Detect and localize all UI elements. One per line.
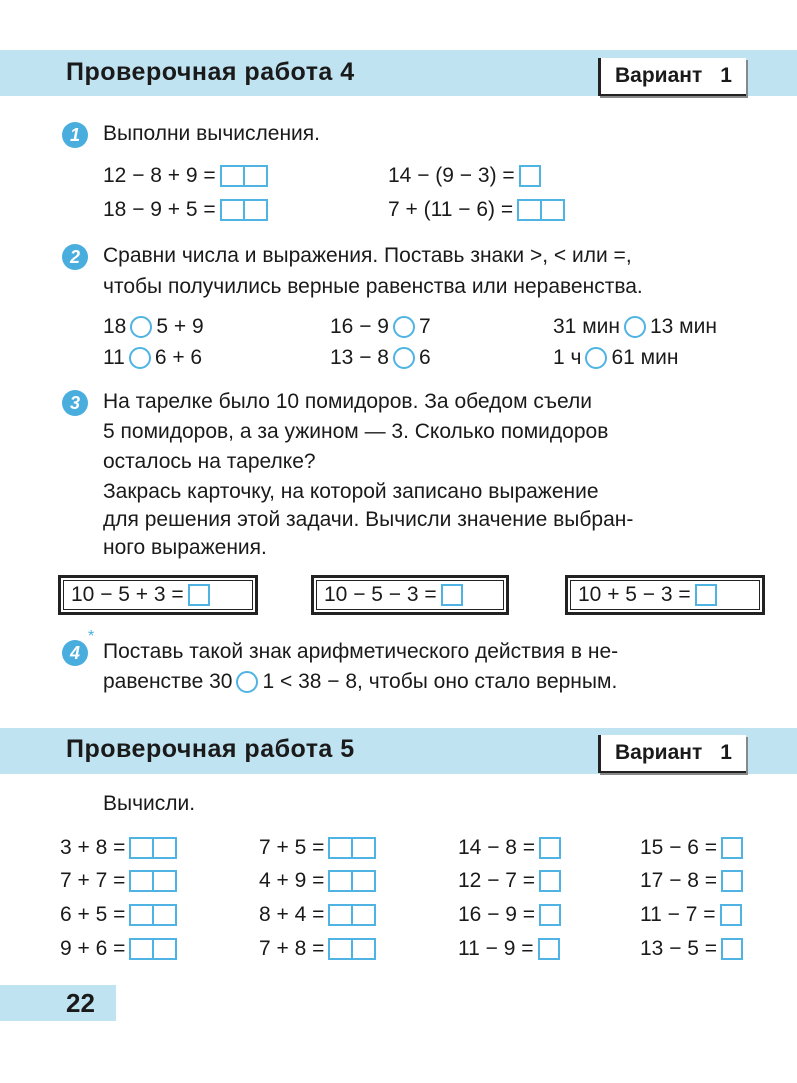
- answer-box[interactable]: [188, 584, 210, 606]
- calc-text: 11 − 7 =: [640, 903, 716, 926]
- task1-expr-1: [103, 164, 268, 188]
- compare-right: 61 мин: [611, 346, 679, 369]
- compare-item: [103, 346, 202, 370]
- answer-box[interactable]: [539, 870, 561, 892]
- expr-text: 18 − 9 + 5 =: [103, 198, 216, 221]
- variant-word: Вариант: [615, 741, 703, 764]
- compare-item: [330, 315, 431, 339]
- task4-number-icon: 4: [62, 640, 88, 666]
- compare-right: 6: [418, 346, 431, 369]
- variant-number: 1: [720, 741, 732, 764]
- sign-circle[interactable]: [393, 347, 415, 369]
- calc-text: 12 − 7 =: [458, 869, 536, 892]
- sign-circle[interactable]: [393, 316, 415, 338]
- calc-text: 7 + 8 =: [259, 937, 325, 960]
- answer-box[interactable]: [539, 904, 561, 926]
- calc-text: 14 − 8 =: [458, 836, 536, 859]
- answer-box[interactable]: [220, 199, 268, 221]
- task3-line: Закрась карточку, на которой записано выражение: [103, 480, 599, 503]
- task3-line: для решения этой задачи. Вычисли значение выбран-: [103, 508, 634, 531]
- calc-text: 16 − 9 =: [458, 903, 536, 926]
- answer-box[interactable]: [328, 870, 376, 892]
- expression-card[interactable]: [565, 575, 765, 615]
- calc-item: [259, 903, 376, 927]
- task3-line: 5 помидоров, а за ужином — 3. Сколько помидоров: [103, 420, 609, 443]
- compare-left: 16 − 9: [330, 315, 389, 338]
- answer-box[interactable]: [129, 938, 177, 960]
- compare-right: 13 мин: [649, 315, 717, 338]
- calc-item: [458, 937, 560, 961]
- sign-circle[interactable]: [236, 671, 258, 693]
- calc-item: [640, 836, 743, 860]
- task1-expr-3: [388, 164, 541, 188]
- work5-instruction: Вычисли.: [103, 792, 196, 815]
- calc-item: [458, 869, 561, 893]
- compare-item: [330, 346, 431, 370]
- answer-box[interactable]: [328, 837, 376, 859]
- task1-expr-4: [388, 198, 565, 222]
- expression-card[interactable]: [311, 575, 509, 615]
- calc-text: 13 − 5 =: [640, 937, 718, 960]
- task2-number-icon: 2: [62, 244, 88, 270]
- answer-box[interactable]: [129, 904, 177, 926]
- calc-text: 7 + 5 =: [259, 836, 325, 859]
- work4-variant-label: [598, 58, 746, 96]
- expr-text: 12 − 8 + 9 =: [103, 164, 216, 187]
- answer-box[interactable]: [220, 165, 268, 187]
- task3-line: осталось на тарелке?: [103, 450, 316, 473]
- calc-item: [458, 903, 561, 927]
- calc-item: [259, 937, 376, 961]
- sign-circle[interactable]: [130, 316, 152, 338]
- answer-box[interactable]: [721, 938, 743, 960]
- calc-text: 6 + 5 =: [60, 903, 126, 926]
- answer-box[interactable]: [519, 165, 541, 187]
- task3-number-icon: 3: [62, 390, 88, 416]
- answer-box[interactable]: [538, 938, 560, 960]
- expr-text: 7 + (11 − 6) =: [388, 198, 514, 221]
- calc-text: 17 − 8 =: [640, 869, 718, 892]
- card-text: 10 + 5 − 3 =: [578, 583, 691, 606]
- task4-text-a: равенстве 30: [103, 670, 233, 693]
- answer-box[interactable]: [441, 584, 463, 606]
- answer-box[interactable]: [539, 837, 561, 859]
- answer-box[interactable]: [720, 904, 742, 926]
- variant-word: Вариант: [615, 64, 703, 87]
- answer-box[interactable]: [129, 837, 177, 859]
- calc-text: 15 − 6 =: [640, 836, 718, 859]
- calc-item: [458, 836, 561, 860]
- task1-text: Выполни вычисления.: [103, 122, 320, 145]
- card-text: 10 − 5 − 3 =: [324, 583, 437, 606]
- expr-text: 14 − (9 − 3) =: [388, 164, 515, 187]
- compare-right: 5 + 9: [156, 315, 204, 338]
- calc-text: 9 + 6 =: [60, 937, 126, 960]
- compare-right: 6 + 6: [154, 346, 203, 369]
- task1-number-icon: 1: [62, 122, 88, 148]
- answer-box[interactable]: [517, 199, 565, 221]
- variant-number: 1: [720, 64, 732, 87]
- calc-text: 4 + 9 =: [259, 869, 325, 892]
- calc-item: [60, 903, 177, 927]
- calc-item: [60, 836, 177, 860]
- answer-box[interactable]: [695, 584, 717, 606]
- calc-item: [259, 836, 376, 860]
- work5-title: Проверочная работа 5: [66, 735, 355, 763]
- work4-title: Проверочная работа 4: [66, 58, 355, 86]
- calc-item: [60, 869, 177, 893]
- calc-item: [640, 903, 742, 927]
- expression-card[interactable]: [58, 575, 258, 615]
- compare-item: [553, 315, 717, 339]
- task4-line-2: [103, 670, 617, 694]
- calc-text: 8 + 4 =: [259, 903, 325, 926]
- calc-text: 3 + 8 =: [60, 836, 126, 859]
- work5-variant-label: [598, 735, 746, 773]
- task1-expr-2: [103, 198, 268, 222]
- calc-item: [640, 869, 743, 893]
- answer-box[interactable]: [721, 837, 743, 859]
- page-number: 22: [0, 985, 116, 1021]
- answer-box[interactable]: [721, 870, 743, 892]
- calc-text: 7 + 7 =: [60, 869, 126, 892]
- task4-line-1: Поставь такой знак арифметического действия в не-: [103, 640, 619, 663]
- sign-circle[interactable]: [129, 347, 151, 369]
- calc-text: 11 − 9 =: [458, 937, 534, 960]
- calc-item: [640, 937, 743, 961]
- compare-left: 11: [103, 346, 125, 369]
- answer-box[interactable]: [328, 904, 376, 926]
- answer-box[interactable]: [328, 938, 376, 960]
- compare-left: 1 ч: [553, 346, 582, 369]
- calc-item: [259, 869, 376, 893]
- task3-line: На тарелке было 10 помидоров. За обедом съели: [103, 390, 592, 413]
- compare-item: [553, 346, 678, 370]
- sign-circle[interactable]: [624, 316, 646, 338]
- compare-left: 18: [103, 315, 127, 338]
- star-icon: *: [88, 628, 95, 645]
- task2-line-1: Сравни числа и выражения. Поставь знаки >, < или =,: [103, 244, 632, 267]
- calc-item: [60, 937, 177, 961]
- compare-right: 7: [418, 315, 431, 338]
- task4-text-b: 1 < 38 − 8, чтобы оно стало верным.: [262, 670, 618, 693]
- compare-left: 13 − 8: [330, 346, 389, 369]
- task3-line: ного выражения.: [103, 536, 267, 559]
- compare-item: [103, 315, 204, 339]
- card-text: 10 − 5 + 3 =: [71, 583, 184, 606]
- compare-left: 31 мин: [553, 315, 620, 338]
- answer-box[interactable]: [129, 870, 177, 892]
- sign-circle[interactable]: [585, 347, 607, 369]
- task2-line-2: чтобы получились верные равенства или неравенства.: [103, 275, 643, 298]
